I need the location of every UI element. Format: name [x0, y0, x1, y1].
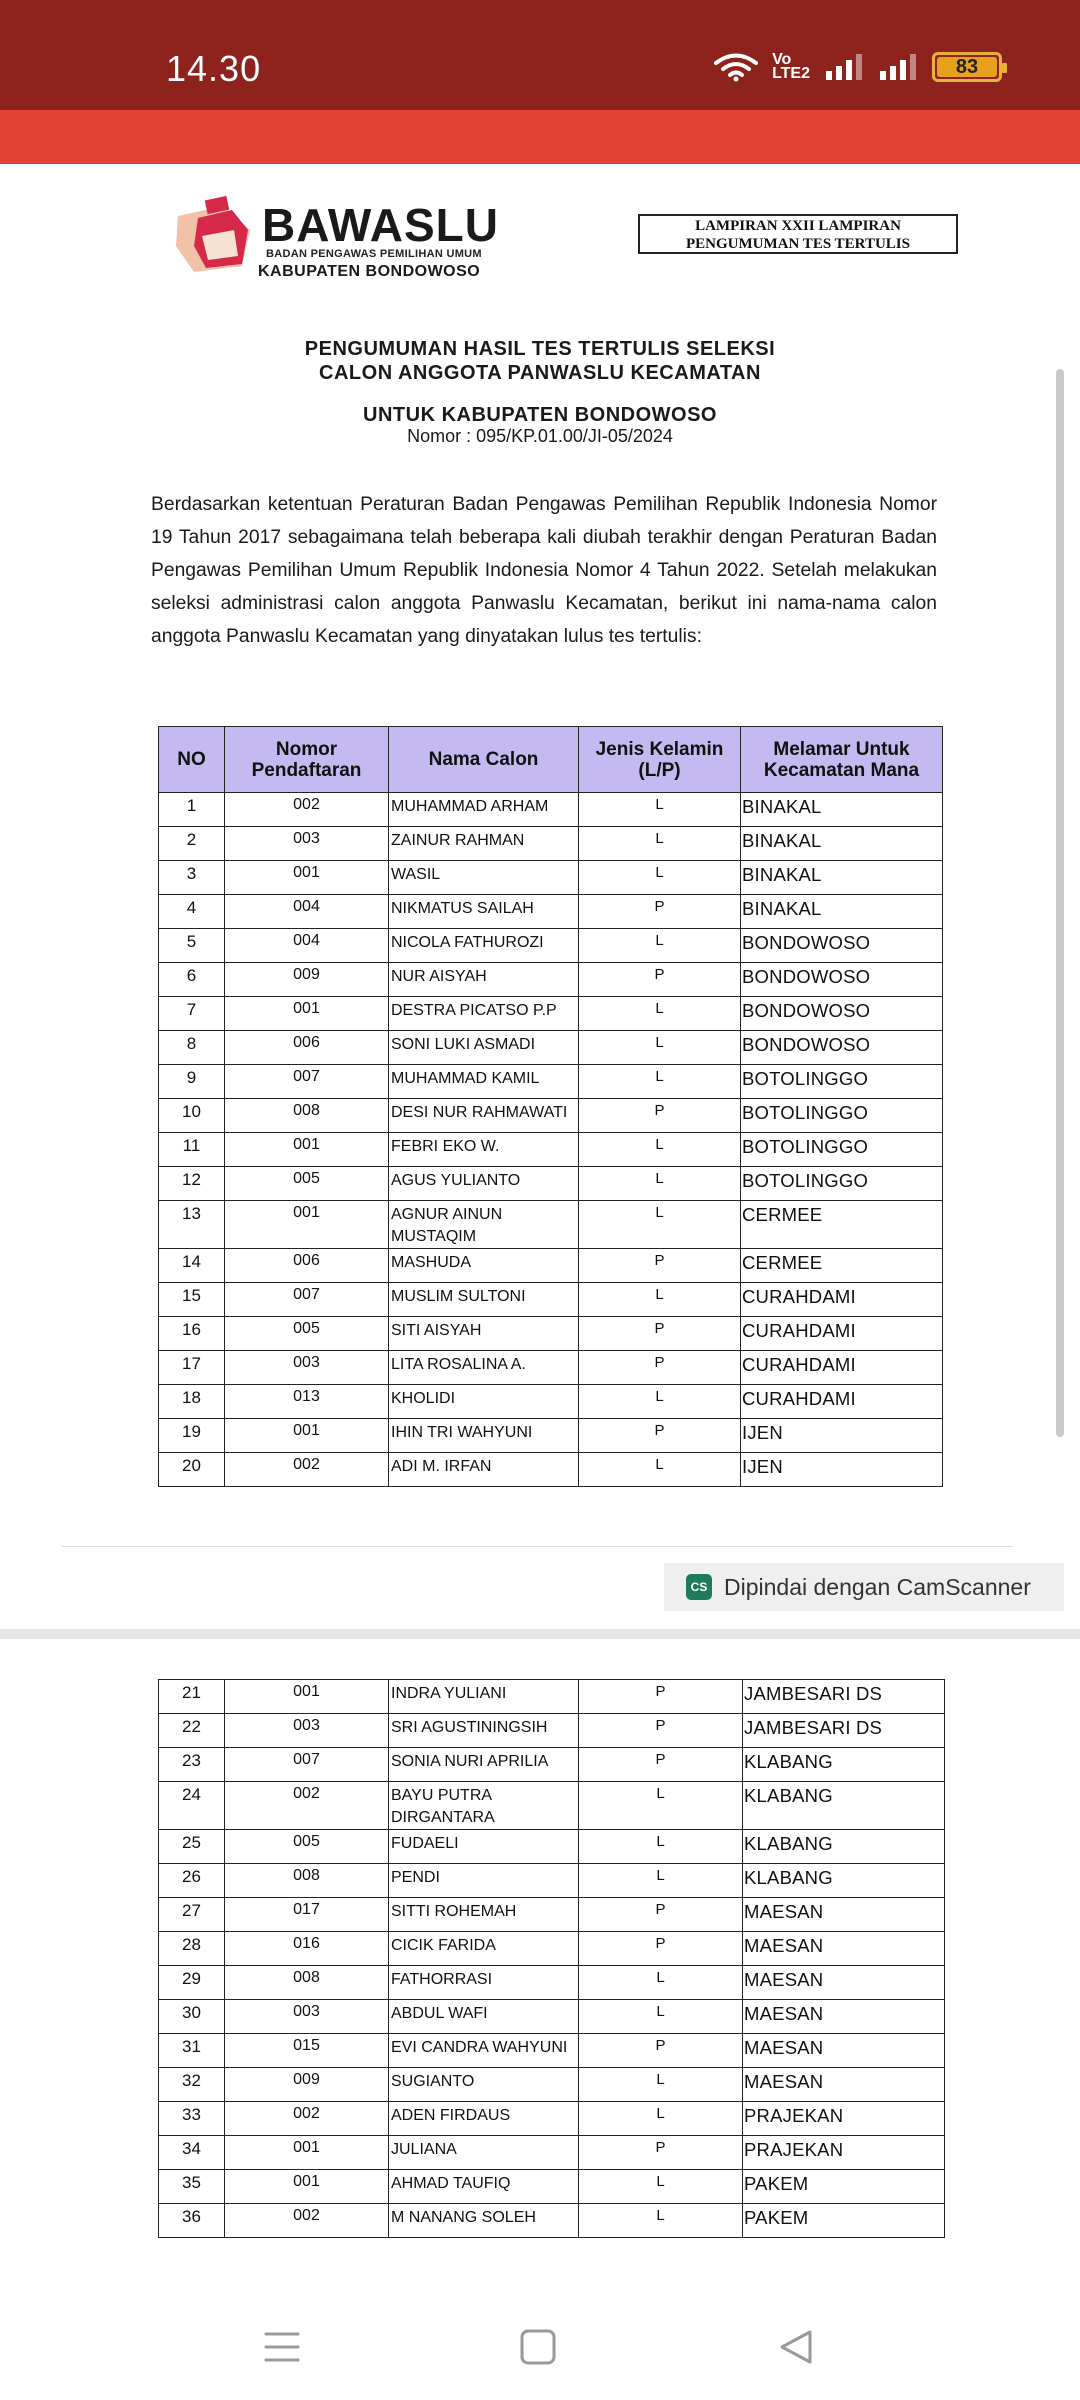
cell-no: 3 — [159, 861, 225, 895]
signal-icon — [824, 53, 864, 81]
cell-nama: ADEN FIRDAUS — [389, 2102, 579, 2136]
heading-nomor: Nomor : 095/KP.01.00/JI-05/2024 — [407, 426, 673, 446]
cell-kecamatan: PAKEM — [743, 2170, 945, 2204]
table-row — [159, 1065, 943, 1099]
cell-jenis-kelamin: L — [579, 1864, 743, 1898]
heading-line3: UNTUK KABUPATEN BONDOWOSO — [363, 404, 717, 426]
cell-nama: EVI CANDRA WAHYUNI — [389, 2034, 579, 2068]
cell-no: 35 — [159, 2170, 225, 2204]
cell-nama: SRI AGUSTININGSIH — [389, 1714, 579, 1748]
cell-nama: ZAINUR RAHMAN — [389, 827, 579, 861]
cell-no: 34 — [159, 2136, 225, 2170]
cell-no: 18 — [159, 1385, 225, 1419]
cell-jenis-kelamin: P — [579, 1898, 743, 1932]
cell-no: 8 — [159, 1031, 225, 1065]
cell-nama: BAYU PUTRA DIRGANTARA — [389, 1782, 579, 1830]
cell-kecamatan: KLABANG — [743, 1864, 945, 1898]
page-divider-line — [62, 1546, 1012, 1547]
table-row — [159, 1167, 943, 1201]
cell-kecamatan: MAESAN — [743, 2034, 945, 2068]
cell-no: 2 — [159, 827, 225, 861]
volte-bottom: LTE2 — [772, 65, 810, 82]
cell-jenis-kelamin: P — [579, 1249, 741, 1283]
volte-top: Vo — [772, 51, 792, 68]
cell-kecamatan: CERMEE — [741, 1201, 943, 1249]
cell-nomor: 007 — [225, 1748, 389, 1782]
cell-jenis-kelamin: L — [579, 2102, 743, 2136]
cell-nama: AHMAD TAUFIQ — [389, 2170, 579, 2204]
document-page-1 — [0, 164, 1080, 1629]
cell-no: 31 — [159, 2034, 225, 2068]
header-no: NO — [159, 727, 225, 793]
cell-jenis-kelamin: P — [579, 895, 741, 929]
cell-nama: DESTRA PICATSO P.P — [389, 997, 579, 1031]
lampiran-box — [638, 214, 958, 254]
cell-nama: MUHAMMAD ARHAM — [389, 793, 579, 827]
cell-jenis-kelamin: P — [579, 1680, 743, 1714]
cell-no: 6 — [159, 963, 225, 997]
table-body-page2 — [159, 1680, 945, 2238]
cell-nomor: 015 — [225, 2034, 389, 2068]
table-row — [159, 1133, 943, 1167]
cell-jenis-kelamin: L — [579, 1453, 741, 1487]
cell-no: 4 — [159, 895, 225, 929]
cell-no: 9 — [159, 1065, 225, 1099]
table-row — [159, 1898, 945, 1932]
menu-icon — [262, 2327, 302, 2367]
document-viewer[interactable] — [0, 164, 1080, 2282]
cell-kecamatan: BONDOWOSO — [741, 963, 943, 997]
app-header-bar — [0, 110, 1080, 164]
cell-kecamatan: CURAHDAMI — [741, 1317, 943, 1351]
table-row — [159, 963, 943, 997]
candidates-table-page2 — [158, 1679, 945, 2238]
logo-subtitle: BADAN PENGAWAS PEMILIHAN UMUM — [266, 248, 482, 260]
cell-jenis-kelamin: P — [579, 1714, 743, 1748]
bawaslu-emblem-icon — [172, 196, 256, 272]
cell-nama: PENDI — [389, 1864, 579, 1898]
cell-nomor: 001 — [225, 997, 389, 1031]
table-row — [159, 1748, 945, 1782]
cell-nama: DESI NUR RAHMAWATI — [389, 1099, 579, 1133]
cell-no: 29 — [159, 1966, 225, 2000]
cell-jenis-kelamin: L — [579, 1201, 741, 1249]
cell-jenis-kelamin: L — [579, 1283, 741, 1317]
table-row — [159, 1864, 945, 1898]
cell-kecamatan: BOTOLINGGO — [741, 1133, 943, 1167]
nav-back-button[interactable] — [766, 2322, 826, 2372]
table-row — [159, 1201, 943, 1249]
cell-nomor: 001 — [225, 861, 389, 895]
cell-nomor: 003 — [225, 827, 389, 861]
cell-no: 36 — [159, 2204, 225, 2238]
cell-nama: NICOLA FATHUROZI — [389, 929, 579, 963]
header-jenis: Jenis Kelamin (L/P) — [579, 727, 741, 793]
cell-jenis-kelamin: L — [579, 793, 741, 827]
table-row — [159, 1249, 943, 1283]
cell-no: 32 — [159, 2068, 225, 2102]
cell-nama: LITA ROSALINA A. — [389, 1351, 579, 1385]
cell-nama: SONIA NURI APRILIA — [389, 1748, 579, 1782]
cell-nama: ADI M. IRFAN — [389, 1453, 579, 1487]
cell-jenis-kelamin: P — [579, 1099, 741, 1133]
cell-no: 19 — [159, 1419, 225, 1453]
cell-jenis-kelamin: L — [579, 2000, 743, 2034]
cell-nomor: 006 — [225, 1249, 389, 1283]
cell-kecamatan: JAMBESARI DS — [743, 1680, 945, 1714]
cell-jenis-kelamin: L — [579, 827, 741, 861]
cell-kecamatan: KLABANG — [743, 1782, 945, 1830]
cell-no: 15 — [159, 1283, 225, 1317]
cell-no: 14 — [159, 1249, 225, 1283]
cell-nama: MUHAMMAD KAMIL — [389, 1065, 579, 1099]
cell-no: 24 — [159, 1782, 225, 1830]
cell-nomor: 004 — [225, 895, 389, 929]
cell-kecamatan: KLABANG — [743, 1830, 945, 1864]
logo-region: KABUPATEN BONDOWOSO — [258, 263, 481, 280]
cell-jenis-kelamin: L — [579, 1133, 741, 1167]
cell-kecamatan: CURAHDAMI — [741, 1283, 943, 1317]
cell-jenis-kelamin: P — [579, 2136, 743, 2170]
cell-kecamatan: BONDOWOSO — [741, 929, 943, 963]
cell-kecamatan: PAKEM — [743, 2204, 945, 2238]
document-scrollbar[interactable] — [1056, 369, 1064, 1437]
cell-nama: FEBRI EKO W. — [389, 1133, 579, 1167]
cell-nama: ABDUL WAFI — [389, 2000, 579, 2034]
cell-kecamatan: BONDOWOSO — [741, 997, 943, 1031]
cell-kecamatan: PRAJEKAN — [743, 2102, 945, 2136]
cell-kecamatan: CURAHDAMI — [741, 1351, 943, 1385]
table-row — [159, 1031, 943, 1065]
cell-nomor: 005 — [225, 1830, 389, 1864]
table-row — [159, 1385, 943, 1419]
lampiran-line1: LAMPIRAN XXII LAMPIRAN — [695, 218, 901, 234]
cell-jenis-kelamin: L — [579, 2170, 743, 2204]
cell-nama: CICIK FARIDA — [389, 1932, 579, 1966]
cell-nama: MUSLIM SULTONI — [389, 1283, 579, 1317]
cell-nama: AGNUR AINUN MUSTAQIM — [389, 1201, 579, 1249]
battery-percent: 83 — [955, 55, 979, 78]
cell-no: 28 — [159, 1932, 225, 1966]
cell-kecamatan: MAESAN — [743, 1932, 945, 1966]
table-row — [159, 1932, 945, 1966]
cell-jenis-kelamin: L — [579, 997, 741, 1031]
cell-jenis-kelamin: P — [579, 2034, 743, 2068]
cell-jenis-kelamin: P — [579, 1317, 741, 1351]
cell-nomor: 002 — [225, 2102, 389, 2136]
table-row — [159, 1351, 943, 1385]
table-header-row — [159, 727, 943, 793]
cell-jenis-kelamin: P — [579, 1419, 741, 1453]
camscanner-icon: CS — [686, 1574, 712, 1600]
cell-jenis-kelamin: L — [579, 929, 741, 963]
cell-nomor: 008 — [225, 1864, 389, 1898]
battery-nub — [1002, 63, 1007, 73]
cell-nomor: 003 — [225, 2000, 389, 2034]
table-row — [159, 2204, 945, 2238]
cell-nomor: 009 — [225, 963, 389, 997]
nav-home-button[interactable] — [508, 2322, 568, 2372]
table-row — [159, 1782, 945, 1830]
cell-nama: JULIANA — [389, 2136, 579, 2170]
cell-no: 20 — [159, 1453, 225, 1487]
cell-no: 11 — [159, 1133, 225, 1167]
cell-jenis-kelamin: P — [579, 1748, 743, 1782]
cell-nomor: 002 — [225, 1453, 389, 1487]
cell-no: 33 — [159, 2102, 225, 2136]
cell-nama: AGUS YULIANTO — [389, 1167, 579, 1201]
cell-nomor: 017 — [225, 1898, 389, 1932]
cell-nama: KHOLIDI — [389, 1385, 579, 1419]
cell-kecamatan: BOTOLINGGO — [741, 1065, 943, 1099]
cell-no: 7 — [159, 997, 225, 1031]
status-bar — [0, 0, 1080, 110]
cell-jenis-kelamin: L — [579, 2068, 743, 2102]
intro-paragraph: Berdasarkan ketentuan Peraturan Badan Pengawas Pemilihan Republik Indonesia Nomor 19 Tahun 2017 sebagaimana telah beberapa kali diubah terakhir dengan Peraturan Badan Pengawas Pemilihan Umum Republik Indonesia Nomor 4 Tahun 2022. Setelah melakukan seleksi administrasi calon anggota Panwaslu Kecamatan, berikut ini nama-nama calon anggota Panwaslu Kecamatan yang dinyatakan lulus tes tertulis: — [151, 494, 937, 647]
cell-jenis-kelamin: L — [579, 1065, 741, 1099]
cell-kecamatan: BOTOLINGGO — [741, 1167, 943, 1201]
cell-kecamatan: BINAKAL — [741, 827, 943, 861]
camscanner-label: Dipindai dengan CamScanner — [724, 1573, 1031, 1600]
cell-no: 12 — [159, 1167, 225, 1201]
cell-kecamatan: MAESAN — [743, 2000, 945, 2034]
candidates-table-page1 — [158, 726, 943, 1487]
cell-nomor: 008 — [225, 1099, 389, 1133]
cell-no: 13 — [159, 1201, 225, 1249]
volte-indicator — [772, 53, 810, 81]
cell-nama: IHIN TRI WAHYUNI — [389, 1419, 579, 1453]
cell-no: 21 — [159, 1680, 225, 1714]
cell-nomor: 009 — [225, 2068, 389, 2102]
heading-line2: CALON ANGGOTA PANWASLU KECAMATAN — [319, 362, 761, 384]
table-row — [159, 2170, 945, 2204]
cell-no: 25 — [159, 1830, 225, 1864]
cell-kecamatan: BOTOLINGGO — [741, 1099, 943, 1133]
cell-nomor: 001 — [225, 1133, 389, 1167]
cell-nama: SITI AISYAH — [389, 1317, 579, 1351]
cell-nomor: 003 — [225, 1714, 389, 1748]
logo-name: BAWASLU — [262, 199, 499, 251]
cell-no: 27 — [159, 1898, 225, 1932]
table-row — [159, 1453, 943, 1487]
table-row — [159, 1283, 943, 1317]
cell-jenis-kelamin: L — [579, 1167, 741, 1201]
navigation-bar — [0, 2282, 1080, 2400]
cell-jenis-kelamin: L — [579, 1031, 741, 1065]
cell-jenis-kelamin: P — [579, 963, 741, 997]
table-row — [159, 1680, 945, 1714]
cell-nama: MASHUDA — [389, 1249, 579, 1283]
cell-jenis-kelamin: L — [579, 1385, 741, 1419]
cell-jenis-kelamin: L — [579, 1966, 743, 2000]
header-nama: Nama Calon — [389, 727, 579, 793]
header-nomor: Nomor Pendaftaran — [225, 727, 389, 793]
status-icons — [714, 52, 1002, 82]
cell-nomor: 008 — [225, 1966, 389, 2000]
cell-jenis-kelamin: P — [579, 1932, 743, 1966]
table-row — [159, 1830, 945, 1864]
cell-nomor: 007 — [225, 1065, 389, 1099]
cell-kecamatan: KLABANG — [743, 1748, 945, 1782]
table-row — [159, 2068, 945, 2102]
cell-kecamatan: MAESAN — [743, 2068, 945, 2102]
cell-nomor: 006 — [225, 1031, 389, 1065]
cell-nama: INDRA YULIANI — [389, 1680, 579, 1714]
cell-nomor: 001 — [225, 1201, 389, 1249]
page-gap — [0, 1629, 1080, 1639]
lampiran-line2: PENGUMUMAN TES TERTULIS — [686, 236, 910, 252]
cell-nomor: 002 — [225, 2204, 389, 2238]
table-row — [159, 1714, 945, 1748]
table-row — [159, 861, 943, 895]
cell-nama: NUR AISYAH — [389, 963, 579, 997]
cell-jenis-kelamin: L — [579, 861, 741, 895]
document-page-2 — [0, 1639, 1080, 2282]
table-row — [159, 1419, 943, 1453]
cell-no: 1 — [159, 793, 225, 827]
cell-nomor: 016 — [225, 1932, 389, 1966]
cell-nama: M NANANG SOLEH — [389, 2204, 579, 2238]
signal-icon-2 — [878, 53, 918, 81]
cell-kecamatan: BONDOWOSO — [741, 1031, 943, 1065]
cell-kecamatan: BINAKAL — [741, 861, 943, 895]
cell-nomor: 005 — [225, 1167, 389, 1201]
cell-kecamatan: JAMBESARI DS — [743, 1714, 945, 1748]
cell-no: 30 — [159, 2000, 225, 2034]
cell-no: 16 — [159, 1317, 225, 1351]
table-row — [159, 929, 943, 963]
cell-kecamatan: MAESAN — [743, 1966, 945, 2000]
cell-jenis-kelamin: L — [579, 1782, 743, 1830]
cell-no: 22 — [159, 1714, 225, 1748]
table-row — [159, 2136, 945, 2170]
cell-kecamatan: BINAKAL — [741, 895, 943, 929]
camscanner-watermark — [664, 1563, 1064, 1611]
square-home-icon — [518, 2327, 558, 2367]
cell-kecamatan: MAESAN — [743, 1898, 945, 1932]
cell-jenis-kelamin: L — [579, 2204, 743, 2238]
table-row — [159, 1099, 943, 1133]
cell-no: 10 — [159, 1099, 225, 1133]
cell-kecamatan: IJEN — [741, 1419, 943, 1453]
cell-nomor: 013 — [225, 1385, 389, 1419]
table-body-page1 — [159, 793, 943, 1487]
cell-no: 26 — [159, 1864, 225, 1898]
cell-nomor: 003 — [225, 1351, 389, 1385]
cell-nomor: 001 — [225, 2170, 389, 2204]
table-row — [159, 997, 943, 1031]
cell-nomor: 005 — [225, 1317, 389, 1351]
table-row — [159, 2102, 945, 2136]
cell-nama: NIKMATUS SAILAH — [389, 895, 579, 929]
cell-nama: FUDAELI — [389, 1830, 579, 1864]
cell-nama: WASIL — [389, 861, 579, 895]
cell-nomor: 001 — [225, 1419, 389, 1453]
cell-nomor: 007 — [225, 1283, 389, 1317]
cell-jenis-kelamin: P — [579, 1351, 741, 1385]
cell-no: 5 — [159, 929, 225, 963]
cell-nama: SUGIANTO — [389, 2068, 579, 2102]
table-row — [159, 895, 943, 929]
cell-kecamatan: BINAKAL — [741, 793, 943, 827]
heading-line1: PENGUMUMAN HASIL TES TERTULIS SELEKSI — [304, 338, 776, 360]
table-row — [159, 793, 943, 827]
cell-nomor: 002 — [225, 1782, 389, 1830]
cell-nama: SONI LUKI ASMADI — [389, 1031, 579, 1065]
table-row — [159, 1966, 945, 2000]
battery-icon — [932, 52, 1002, 82]
table-row — [159, 2034, 945, 2068]
cell-nomor: 001 — [225, 2136, 389, 2170]
table-row — [159, 1317, 943, 1351]
cell-nomor: 001 — [225, 1680, 389, 1714]
cell-nama: FATHORRASI — [389, 1966, 579, 2000]
cell-no: 17 — [159, 1351, 225, 1385]
triangle-back-icon — [776, 2327, 816, 2367]
cell-kecamatan: PRAJEKAN — [743, 2136, 945, 2170]
cell-nama: SITTI ROHEMAH — [389, 1898, 579, 1932]
nav-menu-button[interactable] — [252, 2322, 312, 2372]
cell-kecamatan: IJEN — [741, 1453, 943, 1487]
header-kecamatan: Melamar Untuk Kecamatan Mana — [741, 727, 943, 793]
cell-nomor: 004 — [225, 929, 389, 963]
table-row — [159, 827, 943, 861]
bawaslu-logo — [172, 190, 499, 280]
cell-no: 23 — [159, 1748, 225, 1782]
cell-kecamatan: CERMEE — [741, 1249, 943, 1283]
wifi-icon — [714, 52, 758, 82]
table-row — [159, 2000, 945, 2034]
cell-kecamatan: CURAHDAMI — [741, 1385, 943, 1419]
cell-nomor: 002 — [225, 793, 389, 827]
status-time: 14.30 — [166, 48, 262, 89]
cell-jenis-kelamin: L — [579, 1830, 743, 1864]
